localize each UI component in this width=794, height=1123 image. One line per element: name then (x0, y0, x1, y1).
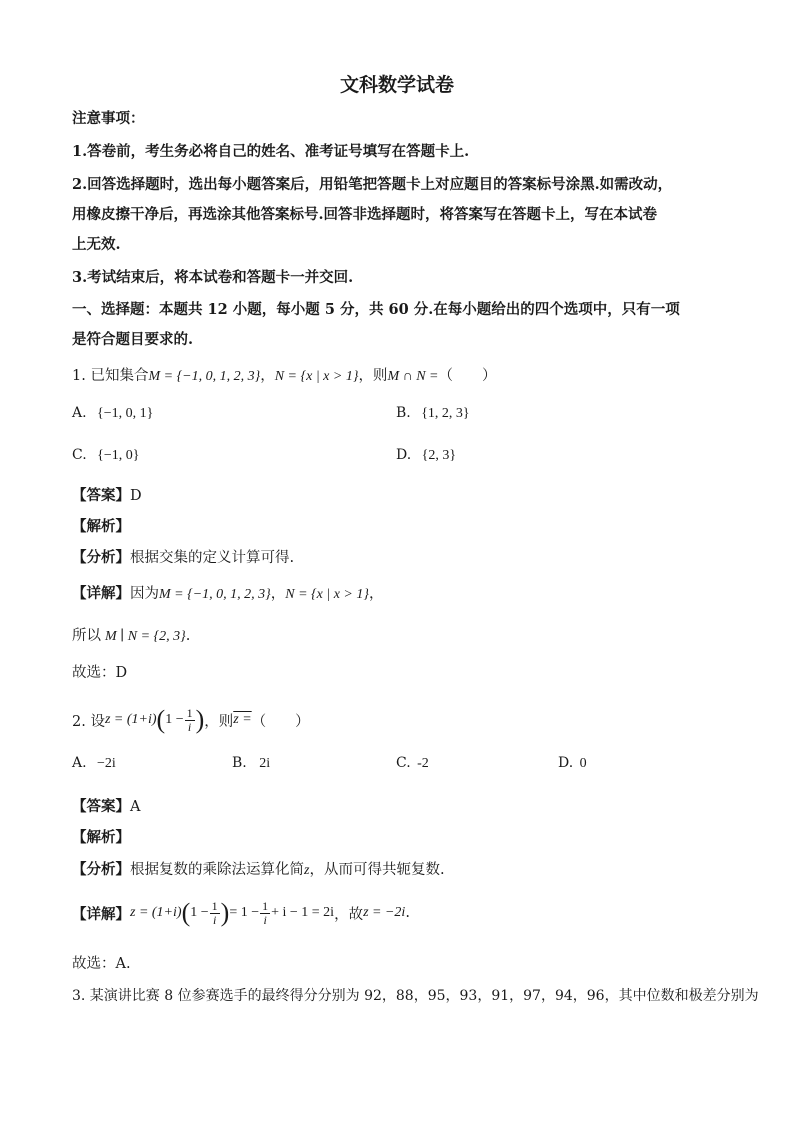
question-2-answer (72, 795, 140, 816)
right-paren: ) (195, 705, 205, 734)
xiangjie-part-e: ，故 (334, 906, 364, 923)
xiangjie-part-b: 1 − (190, 905, 209, 920)
notice-item-2-line-3: 上无效. (72, 236, 121, 253)
question-2-fenxi (72, 858, 445, 879)
question-2-option-b (232, 755, 270, 772)
xiangjie-pre: 因为 (130, 586, 159, 602)
question-2-prefix: 2. 设 (72, 713, 105, 730)
xiangjie-fraction-2 (260, 900, 270, 927)
analysis-tag: 【解析】 (72, 518, 130, 535)
option-label: D. (558, 755, 574, 771)
xiangjie-end: ， (368, 586, 384, 602)
notice-item-3: 3.考试结束后，将本试卷和答题卡一并交回. (72, 269, 354, 286)
xiangjie-part-f: z = −2i (363, 905, 406, 920)
question-2-paren: （ ） (251, 713, 310, 730)
fenxi-tag: 【分析】 (72, 861, 130, 878)
xiangjie-part-a: z = (1+i) (130, 905, 182, 920)
question-1-set-n: N = {x | x > 1} (274, 369, 359, 384)
option-value: 2i (259, 756, 271, 771)
xiangjie-tag: 【详解】 (72, 585, 130, 602)
section-heading-line-1: 一、选择题：本题共 12 小题，每小题 5 分，共 60 分.在每小题给出的四个选项中，只有一项 (72, 301, 680, 318)
fraction-numerator: 1 (186, 705, 193, 720)
option-value: {−1, 0, 1} (97, 406, 154, 421)
xiangjie-part-d: + i − 1 = 2i (271, 905, 335, 920)
question-1-then: ，则 (358, 368, 388, 384)
answer-value: A (130, 799, 141, 815)
option-label: A. (72, 405, 87, 421)
conclusion-expr: M ∣ N = {2, 3} (105, 629, 186, 644)
fraction-numerator: 1 (211, 898, 218, 913)
question-2-analysis-tag (72, 826, 130, 847)
fraction-denominator: i (187, 719, 192, 734)
option-label: B. (232, 755, 247, 771)
page-title: 文科数学试卷 (339, 74, 454, 96)
xiangjie-fraction-1 (210, 900, 220, 927)
notice-item-1: 1.答卷前，考生务必将自己的姓名、准考证号填写在答题卡上. (72, 143, 470, 160)
question-1-prefix: 1. 已知集合 (72, 368, 149, 384)
fraction-denominator: i (263, 912, 267, 927)
option-value: {2, 3} (421, 448, 457, 463)
option-label: B. (396, 405, 411, 421)
xiangjie-part-c: = 1 − (229, 905, 260, 920)
analysis-tag: 【解析】 (72, 829, 130, 846)
fenxi-post: ，从而可得共轭复数. (309, 862, 445, 878)
option-value: {1, 2, 3} (421, 406, 470, 421)
answer-tag: 【答案】 (72, 798, 130, 815)
left-paren: ( (181, 898, 191, 927)
question-2-stem (72, 700, 310, 740)
xiangjie-set-n: N = {x | x > 1} (285, 587, 369, 602)
question-2-zbar: z = (233, 712, 252, 727)
question-1-answer (72, 484, 142, 505)
question-3-stem: 3. 某演讲比赛 8 位参赛选手的最终得分分别为 92，88，95，93，91，97，94，96，其中位数和极差分别为 (72, 988, 759, 1004)
notice-item-2-line-2: 用橡皮擦干净后，再选涂其他答案标号.回答非选择题时，将答案写在答题卡上，写在本试卷 (72, 206, 658, 223)
xiangjie-set-m: M = {−1, 0, 1, 2, 3} (159, 587, 271, 602)
option-value: {−1, 0} (97, 448, 140, 463)
question-1-option-b (396, 405, 470, 422)
question-2-final: 故选：A. (72, 956, 131, 972)
question-1-option-a (72, 405, 153, 422)
xiangjie-part-g: . (405, 905, 410, 921)
fraction-numerator: 1 (262, 898, 269, 913)
option-label: D. (396, 447, 412, 463)
question-1-fenxi (72, 546, 294, 567)
question-1-option-d (396, 447, 456, 464)
question-1-stem (72, 364, 497, 385)
fraction-denominator: i (212, 912, 217, 927)
question-1-conclusion (72, 624, 190, 645)
xiangjie-comma: ， (270, 586, 286, 602)
notice-item-2-line-1: 2.回答选择题时，选出每小题答案后，用铅笔把答题卡上对应题目的答案标号涂黑.如需改动， (72, 176, 673, 193)
conclusion-end: . (185, 628, 191, 644)
answer-value: D (130, 488, 142, 504)
question-2-fraction (185, 707, 195, 734)
option-value: −2i (97, 756, 116, 771)
left-paren: ( (156, 705, 166, 734)
question-1-paren: （ ） (438, 368, 497, 384)
section-heading-line-2: 是符合题目要求的. (72, 331, 194, 348)
option-label: A. (72, 755, 87, 771)
question-2-option-a (72, 755, 116, 772)
question-2-then: ，则 (204, 713, 234, 730)
fenxi-z: z (304, 863, 310, 878)
question-1-comma: ， (260, 368, 275, 384)
notice-heading: 注意事项： (72, 110, 145, 127)
fenxi-tag: 【分析】 (72, 549, 130, 566)
question-1-final: 故选：D (72, 665, 128, 681)
question-2-xiangjie (72, 893, 410, 933)
option-label: C. (72, 447, 87, 463)
question-2-option-d (558, 755, 587, 772)
option-value: 0 (579, 756, 587, 771)
question-1-set-m: M = {−1, 0, 1, 2, 3} (148, 369, 261, 384)
option-value: -2 (417, 756, 429, 771)
option-label: C. (396, 755, 411, 771)
question-2-z-eq: z = (1+i) (104, 712, 157, 727)
question-1-option-c (72, 447, 139, 464)
question-1-expr: M ∩ N = (387, 369, 439, 384)
answer-tag: 【答案】 (72, 487, 130, 504)
fenxi-pre: 根据复数的乘除法运算化简 (130, 862, 304, 878)
xiangjie-tag: 【详解】 (72, 905, 130, 923)
fenxi-text: 根据交集的定义计算可得. (130, 550, 295, 566)
question-1-xiangjie (72, 582, 383, 603)
question-2-one-minus: 1 − (165, 712, 184, 727)
conclusion-pre: 所以 (72, 628, 101, 644)
question-1-analysis-tag (72, 515, 130, 536)
question-2-option-c (396, 755, 429, 772)
right-paren: ) (220, 898, 230, 927)
